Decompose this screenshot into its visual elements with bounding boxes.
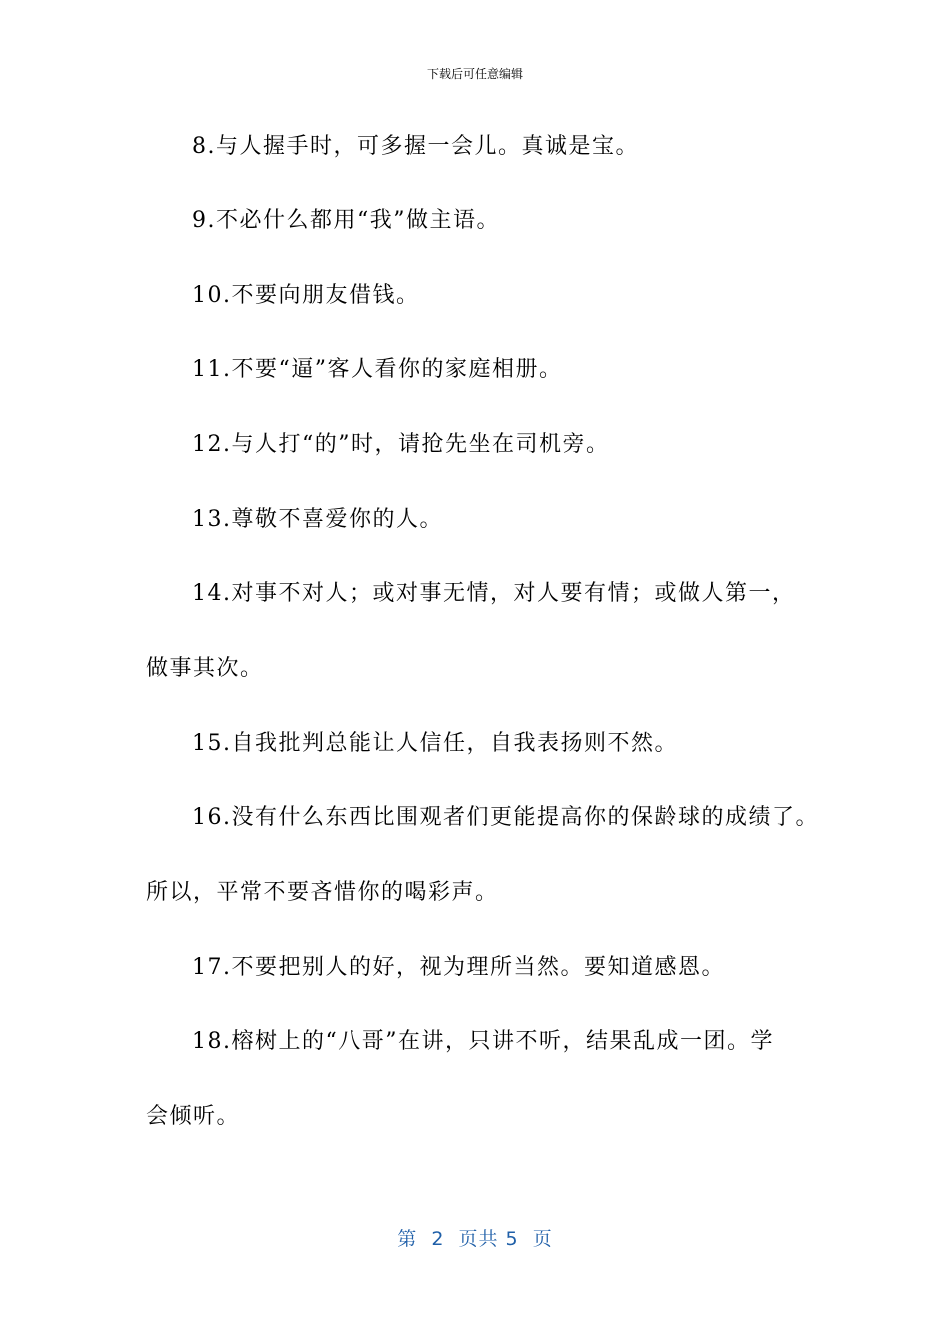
- item-line: 11.不要“逼”客人看你的家庭相册。: [192, 357, 563, 382]
- page-footer: 第 2 页共 5 页: [397, 1228, 553, 1250]
- item-line-continued: 会倾听。: [146, 1104, 241, 1129]
- item-line-continued: 做事其次。: [146, 656, 264, 681]
- item-line: 9.不必什么都用“我”做主语。: [192, 208, 500, 233]
- item-line-continued: 所以，平常不要吝惜你的喝彩声。: [146, 880, 499, 905]
- item-line: 14.对事不对人；或对事无情，对人要有情；或做人第一，: [192, 581, 796, 606]
- item-line: 18.榕树上的“八哥”在讲，只讲不听，结果乱成一团。学: [192, 1029, 774, 1054]
- item-line: 16.没有什么东西比围观者们更能提高你的保龄球的成绩了。: [192, 805, 819, 830]
- item-line: 10.不要向朋友借钱。: [192, 283, 420, 308]
- item-line: 8.与人握手时，可多握一会儿。真诚是宝。: [192, 134, 639, 159]
- item-line: 17.不要把别人的好，视为理所当然。要知道感恩。: [192, 955, 725, 980]
- item-line: 12.与人打“的”时，请抢先坐在司机旁。: [192, 432, 610, 457]
- item-line: 13.尊敬不喜爱你的人。: [192, 507, 443, 532]
- page-header: 下载后可任意编辑: [426, 67, 523, 81]
- item-line: 15.自我批判总能让人信任，自我表扬则不然。: [192, 731, 678, 756]
